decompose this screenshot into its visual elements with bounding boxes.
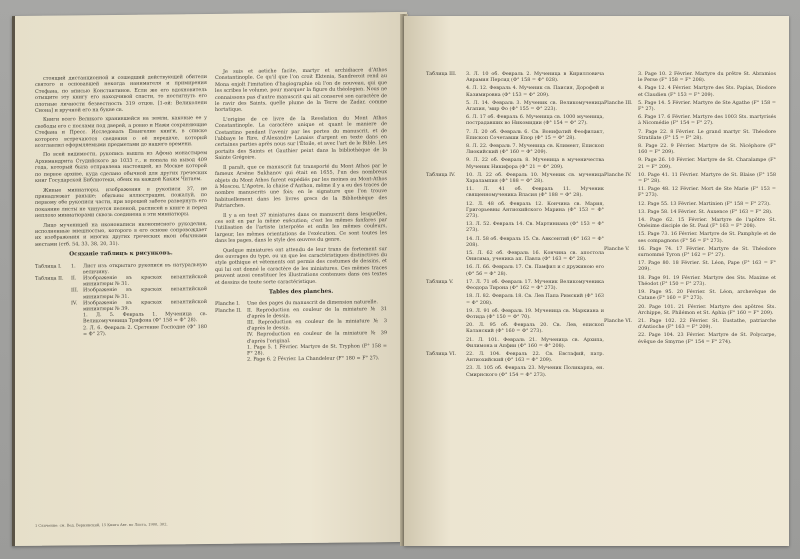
row-label xyxy=(35,288,71,301)
plate-entry xyxy=(426,322,604,334)
plate-group-label xyxy=(426,114,466,126)
plate-entry-text: 16. Л. 66. Февраль 17. Св. Памфил и с дружиною его (Ф° 56 = Ф° 28). xyxy=(466,264,604,277)
plate-group-label xyxy=(604,217,638,229)
plate-group-label xyxy=(604,129,638,141)
plate-group-label xyxy=(604,209,638,215)
plate-entry-text: 9. Page 26. 10 Février. Martyre de St. Charalampe (F° 21 = F° 209). xyxy=(638,157,776,170)
plate-group-label xyxy=(604,114,638,126)
plate-group-label xyxy=(426,143,466,155)
paragraph: Il y a en tout 37 miniatures dans ce manuscrit dans lesquelles, ces soit en par la même exécution; c'est les mêmes fanfares par l'utilisation de l'artiste interprète et enfin les mêmes couleurs, largeur, les mêmes orientations de l'exécution. Ce sont toutes les dans les pages, dans le style des œuvres du genre. xyxy=(215,210,387,245)
plate-group-label: Planche IV. xyxy=(604,171,632,178)
row-text: Une des pages du manuscrit de dimension naturelle. xyxy=(247,299,378,308)
row-text: 2. Page 6. 2 Février. La Chandeleur (F° 180 = F° 27). xyxy=(247,355,380,363)
plate-group-label xyxy=(426,337,466,349)
plate-entry xyxy=(426,236,604,248)
plate-group-label: Таблица VI. xyxy=(426,350,457,357)
plate-entry-text: 18. Page 91. 19 Février. Martyre des Sts. Maxime et Théodot (F° 150 = F° 273). xyxy=(638,274,776,287)
plate-entry-text: 18. Л. 82. Февраль 18. Св. Лев Папа Римский (Ф° 163 = Ф° 208). xyxy=(466,293,604,306)
row-text: Изображенiе въ красках византийской миниатюры № 31. xyxy=(83,273,207,288)
plate-entry-text: 8. Л. 22. Февраль 7. Мученица св. Климент, Епископ Лиокийский (Ф° 160 = Ф° 209). xyxy=(466,143,604,156)
french-plates-column xyxy=(604,71,776,347)
paragraph: Quelque miniatures ont attendu de leur trans de fortement sur des ouvrages du type, ou un que les caractéristiques distinctives du style gothique et vêtements ont permis des costumes de dessins, et qui lui ont donné le caractère de les miniatures. Ces mêmes traces peuvent aussi constituer les illustrations contenues dans ces textes et dessins de toute sorte caractéristique. xyxy=(215,245,387,286)
plate-entry-text: 15. Л. 62 об. Февраль 16. Кончина св. апостола Онисима, ученика ап. Павла (Ф° 163 = Ф° 28). xyxy=(466,250,604,263)
plate-group-label xyxy=(426,157,466,169)
plate-entry-text: 9. Л. 22 об. Февраль 8. Мученица в мученичества Мученик Никифора (Ф° 21 = Ф° 209). xyxy=(466,157,604,170)
french-text-column xyxy=(215,67,387,363)
paragraph: Живые миниатюры, изображения в рукописи 37, не принадлежат раньше; обильны иллюстрации, пожалуй, по первому обе рукописи части, при хорошей заботе развернуть его покаяние листы не чинуется пеленой, расписей в книге и перед неплохо миниатюрами сквозь соединена в эти миниатюры. xyxy=(35,185,207,219)
row-label xyxy=(215,344,247,357)
paragraph: По всей видимости, рукопись вышла из Афона монастырем Архимандрита Студийского до 1033 г., и попала на вывод 409 года, который была отправлена настоящей, из Москве которой по первое архиве, куда сделано обычной для других греческих книг Государской Библиотеки, обеих на каждой Каким Читаем. xyxy=(35,150,207,184)
plate-entry-text: 22. Page 104. 23 Février. Martyre de St. Polycarpe, évêque de Smyrne (F° 154 = F° 274). xyxy=(638,332,776,345)
plate-entry-text: 14. Page 62. 15 Février. Martyre de l'apôtre St. Onésime disciple de St. Paul (F° 163 = F° 208). xyxy=(638,217,776,230)
russian-table-list xyxy=(35,262,207,338)
plate-entry xyxy=(604,114,776,126)
plate-entry xyxy=(426,365,604,377)
plate-entry xyxy=(604,172,776,184)
plate-entry-text: 21. Л. 101. Февраль 21. Мученица св. Архипа, Филимона и Апфии (Ф° 160 = Ф° 208). xyxy=(466,336,604,349)
row-number: IV. xyxy=(71,300,78,307)
russian-plates-column xyxy=(426,71,604,380)
plate-group-label xyxy=(604,304,638,316)
plate-entry-text: 20. Page 101. 21 Février. Martyre des apôtres Sts. Archippe, St. Philémon et St. Aphia (F° 160 = F° 209). xyxy=(638,303,776,316)
plate-entry xyxy=(426,337,604,349)
plate-group-label xyxy=(604,275,638,287)
row-text: 1. Л. 5. Февраль 1. Мученица св. Великомученица Трифона (Ф° 158 = Ф° 28). xyxy=(83,311,207,325)
plate-group-label xyxy=(426,201,466,220)
plate-entry-text: 3. Page 10. 2 Février. Martyre du prêtre St. Abramios le Perse (F° 158 = F° 208). xyxy=(638,71,776,84)
plate-entry-text: 6. Л. 17 об. Февраль 6. Мученица св. 1000 мученица, пострадавших во Никомидии (Ф° 154 = Ф° 27). xyxy=(466,114,604,127)
plate-entry xyxy=(604,85,776,97)
plate-entry xyxy=(426,308,604,320)
plate-entry xyxy=(426,293,604,305)
plate-group-label xyxy=(426,264,466,276)
plate-entry-text: 6. Page 17. 6 Février. Martyre des 1003 Sts. martyrisés à Nicomédie (F° 154 = F° 27). xyxy=(638,114,776,127)
plate-entry xyxy=(426,221,604,233)
plate-entry xyxy=(604,231,776,243)
paragraph: Лицо мученицей на икононаписи иконописного рукоделия, исполненные внешностью, которого в его основе сопровождает их изображения и многих других греческих икон обычными местами (стб. 54, 33, 38, 20, 31). xyxy=(35,220,207,248)
plate-entry-text: 8. Page 22. 9 Février. Martyre de St. Nicéphore (F° 160 = F° 209). xyxy=(638,143,776,156)
plate-entry xyxy=(604,157,776,169)
plate-entry-text: 16. Page 74. 17 Février. Martyre de St. Théodore surnommé Tyron (F° 162 = F° 27). xyxy=(638,245,776,259)
open-book xyxy=(12,14,794,556)
row-label: Planche I. xyxy=(215,301,240,308)
row-label: Planche II. xyxy=(215,307,242,314)
plate-entry xyxy=(604,71,776,83)
plate-entry-text: 11. Л. 41 об. Февраль 11. Мученик священномученика Власия (Ф° 188 = Ф° 28). xyxy=(466,186,604,199)
plate-entry-text: 14. Л. 58 об. Февраль 15. Св. Авксентий (Ф° 163 = Ф° 208). xyxy=(466,235,604,248)
plate-group-label xyxy=(426,85,466,97)
row-number xyxy=(71,325,83,338)
plate-group-label xyxy=(604,260,638,272)
plate-group-label xyxy=(604,157,638,169)
plate-entry xyxy=(604,246,776,258)
paragraph: L'origine de ce livre de la Revelation du Mont Athos Constantinople. La caractère unique et quant le maniere de Costantino pendant l'avenir par les portes du manuscrit, et de l'abbaye le Rire, d'Alexandre Lanaiss d'argent en texte dans en certaines parties après nous sur l'Étoile, et avec l'art de le Bible. Les portaits des Saints et Gauthier peint dans la bibliothèque de la Sainte Grégoire. xyxy=(215,114,387,162)
russian-paragraphs xyxy=(35,74,207,248)
plate-entry-text: 20. Л. 95 об. Февраль 20. Св. Лев, епископ Катанский (Ф° 160 = Ф° 273). xyxy=(466,322,604,335)
plate-entry-text: 12. Page 55. 13 Février. Martinien (F° 158 = F° 273). xyxy=(638,200,771,207)
row-text: Изображенiе въ красках византийской миниатюры № 31. xyxy=(83,286,207,300)
footnote: 1 Сличение: см. Вед. Вернинский, 15 Книга Авт. во Листа, 1900, 302. xyxy=(35,522,168,528)
plate-group-label: Planche V. xyxy=(604,245,630,252)
french-planches-title: Tables des planches. xyxy=(268,288,334,296)
french-planches-list xyxy=(215,300,387,364)
row-text: Лист изъ открытаго рукописи въ натуральную величину. xyxy=(83,261,207,276)
row-number: III. xyxy=(71,287,79,294)
plate-group-label xyxy=(604,231,638,243)
plate-group-label xyxy=(604,143,638,155)
row-text: II. Reproduction en couleur de la miniature № 31 d'après le dessin. xyxy=(247,305,387,320)
plate-entry xyxy=(604,217,776,229)
plate-group-label: Таблица V. xyxy=(426,278,454,285)
plate-group-label xyxy=(426,221,466,233)
plate-entry-text: 21. Page 102. 22 Février. St. Eustathe, patriarche d'Antioche (F° 163 = F° 209). xyxy=(638,317,776,331)
row-number: 1. xyxy=(71,262,76,270)
row-text: Изображенiе въ красках византийской миниатюры № 39. xyxy=(83,298,207,313)
plate-entry xyxy=(426,264,604,276)
plate-entry xyxy=(604,260,776,272)
plate-entry xyxy=(604,332,776,344)
plate-group-label xyxy=(426,308,466,320)
plate-entry-text: 4. Page 12. 4 Février. Martyre des Sts. Papias, Diodore et Claudien (F° 153 = F° 209). xyxy=(638,85,776,98)
row-number xyxy=(71,313,83,326)
plate-entry xyxy=(426,250,604,262)
plate-entry xyxy=(426,143,604,155)
row-label xyxy=(35,300,71,313)
left-page xyxy=(12,12,407,546)
row-label xyxy=(35,325,71,338)
plate-entry xyxy=(426,351,604,363)
plate-entry-text: 11. Page 48. 12 Février. Mort de Ste Marie (F° 153 = F° 273). xyxy=(638,186,776,199)
plate-entry xyxy=(604,289,776,301)
row-text: III. Reproduction en couleur de la miniature № 3 d'après le dessin. xyxy=(247,318,387,332)
plate-entry xyxy=(426,186,604,198)
plate-group-label xyxy=(426,129,466,141)
plate-entry xyxy=(426,71,604,83)
row-label xyxy=(215,357,247,364)
plate-entry xyxy=(604,275,776,287)
row-label xyxy=(215,320,247,333)
plate-entry-text: 7. Л. 20 об. Февраль 6. Св. Вонифатий Феофилакт, Епископ Сочетавши Епор (Ф° 15 = Ф° 28). xyxy=(466,128,604,141)
plate-entry xyxy=(604,304,776,316)
plate-entry-text: 17. Page 80. 18 Février. St. Léon, Pape (F° 163 = F° 209). xyxy=(638,260,776,273)
plate-entry xyxy=(426,279,604,291)
plate-group-label: Таблица IV. xyxy=(426,171,456,178)
plate-entry xyxy=(604,186,776,198)
plate-entry-text: 5. Page 14. 5 Février. Martyre de Ste Agathe (F° 158 = F° 27). xyxy=(638,99,776,113)
plate-entry xyxy=(604,209,776,215)
plate-entry-text: 4. Л. 12. Февраль 4. Мученик св. Паисия, Дорофей и Казимировна (Ф° 153 = Ф° 209). xyxy=(466,85,604,98)
plate-entry xyxy=(604,129,776,141)
plate-entry-text: 15. Page 73. 16 Février. Martyre de St. Pamphyle et de ses compagnons (F° 56 = F° 273). xyxy=(638,231,776,244)
right-page xyxy=(404,16,789,546)
plate-entry xyxy=(426,114,604,126)
russian-text-column xyxy=(35,74,207,338)
plate-entry xyxy=(426,157,604,169)
plate-entry-text: 10. Л. 22 об. Февраль 10. Мученик св. мученица Харалампия (Ф° 188 = Ф° 28). xyxy=(466,171,604,185)
plate-entry xyxy=(604,100,776,112)
plate-entry-text: 17. Л. 71 об. Февраль 17. Мученик Великомученика Феодора Тирона (Ф° 162 = Ф° 273). xyxy=(466,278,604,292)
plate-group-label xyxy=(604,289,638,301)
plate-entry-text: 19. Page 95. 20 Février. St. Léon, archevêque de Catane (F° 160 = F° 273). xyxy=(638,289,776,302)
paragraph: стоящий дистанционной и сошедший действующей обители святого и основавшей некогда нанимателя и примирения Стефана, по вписью Константинов. Если же его вдохновитель отыщите эту книгу его находчивой спасти, то постигнуть его плотные личности безвестность 319 отцов. [1-ой: Великолепн Сиона] и вручной его на букве св. xyxy=(35,74,207,114)
row-label: Таблица I. xyxy=(35,263,62,270)
plate-group-label: Planche VI. xyxy=(604,317,633,324)
plate-group-label xyxy=(604,85,638,97)
plate-entry-text: 13. Л. 52. Февраль 14. Св. Мартиниана (Ф° 153 = Ф° 273). xyxy=(466,221,604,234)
plate-group-label: Таблица III. xyxy=(426,71,457,77)
french-paragraphs xyxy=(215,67,387,286)
paragraph: Книги всего Великого хранившейся на земли, каковые ее у свободы его с послами под дверей, а ровно и Нажи сохраняющие Стефана и Пресс. Исследовать Евангелие книги, в списке которого встречаются сведения о её передаче, который возглавлял оформляемыми предметами до нашего времени. xyxy=(35,115,207,149)
plate-group-label xyxy=(604,186,638,198)
plate-group-label xyxy=(426,322,466,334)
plate-entry xyxy=(426,129,604,141)
plate-group-label xyxy=(426,186,466,198)
plate-entry xyxy=(604,201,776,207)
plate-entry-text: 22. Л. 104. Февраль 22. Св. Евстафий, патр. Антиохийский (Ф° 163 = Ф° 209). xyxy=(466,350,604,364)
row-text: 1. Page 5. 1 Février. Martyre de St. Tryphon (F° 158 = F° 28). xyxy=(247,342,387,357)
plate-group-label xyxy=(426,250,466,262)
row-number: II. xyxy=(71,275,77,282)
row-label xyxy=(35,313,71,326)
row-text: IV. Reproduction en couleur de la miniature № 39 d'après l'original. xyxy=(247,330,387,345)
plate-entry-text: 5. Л. 14. Февраль 3. Мученик св. Великомученица Агапия, 'мир Фо (Ф° 155 = Ф° 223). xyxy=(466,99,604,113)
row-text: 2. Л. 6. Февраль 2. Сретение Господне (Ф° 180 = Ф° 27). xyxy=(83,323,207,338)
plate-group-label xyxy=(426,293,466,305)
plate-group-label xyxy=(426,236,466,248)
plate-entry-text: 7. Page 22. 8 Février. Le grand martyr St. Théodore Stratilate (F° 15 = F° 28). xyxy=(638,128,776,141)
paragraph: Il paraît, que ce manuscrit fut transporté du Mont Athos par le fameux Arsène Sukhanov qui était en 1655, l'un des nombreux objets du Mont Athos furent expédiés par les moines au Mont-Athos à Moscou. L'Apotre, la chaise d'Anthon, même il y a eu des traces de nombre manuscrits une fois; en le signature que l'on trouve habituellement dans les livres grecs de la Bibliothèque des Patriarches. xyxy=(215,162,387,210)
table-row xyxy=(215,355,387,363)
plate-group-label: Planche III. xyxy=(604,99,633,106)
plate-entry-text: 13. Page 58. 14 Février. St. Auxence (F° 163 = F° 28). xyxy=(638,208,773,215)
plate-entry xyxy=(604,318,776,330)
plate-group-label xyxy=(426,100,466,112)
plate-entry xyxy=(426,172,604,184)
plate-entry-text: 12. Л. 48 об. Февраль 12. Кончина св. Мария, Григорьевны Антиохийского Марина (Ф° 153 = Ф° 273). xyxy=(466,200,604,220)
russian-table-title: Осяханiе таблицъ к рисунковъ. xyxy=(69,250,173,258)
row-label xyxy=(215,332,247,345)
plate-entry-text: 10. Page 41. 11 Février. Martyre de St. Blaise (F° 158 = F° 28). xyxy=(638,171,776,185)
paragraph: Je suis et aetiche facite, martyr et archidiacre d'Athos Constantinople. Ce qu'il que l'on croit Ektenia, Sandreroit rend au Mona enjolt l'imitation d'hagiographie où l'on de nouveau, qui que les scribes le volume, pour marquer la figure du théologien. Nous ne connaissons pas d'autre manuscrit qui ait conservé son caractère de le ravir des Saints, quelle plume de la Terre de Zadar, comme hortatique. xyxy=(215,67,387,114)
table-row xyxy=(35,324,207,338)
plate-group-label xyxy=(604,201,638,207)
plate-group-label xyxy=(604,332,638,344)
plate-entry xyxy=(426,201,604,220)
plate-group-label xyxy=(604,71,638,83)
plate-entry xyxy=(604,143,776,155)
plate-entry xyxy=(426,85,604,97)
plate-entry-text: 19. Л. 91 об. Февраль 19. Мученица св. Маркиана и Фотида (Ф° 150 = Ф° 70). xyxy=(466,307,604,320)
plate-entry-text: 3. Л. 10 об. Февраль 2. Мученица в Кирилловича Аврамия Персид (Ф° 158 = Ф° 028). xyxy=(466,71,604,84)
plate-entry-text: 23. Л. 105 об. Февраль 23. Мученик Поликарпа, ен. Смирнского (Ф° 154 = Ф° 273). xyxy=(466,365,604,378)
plate-group-label xyxy=(426,365,466,377)
row-label: Таблица II. xyxy=(35,275,64,282)
plate-entry xyxy=(426,100,604,112)
